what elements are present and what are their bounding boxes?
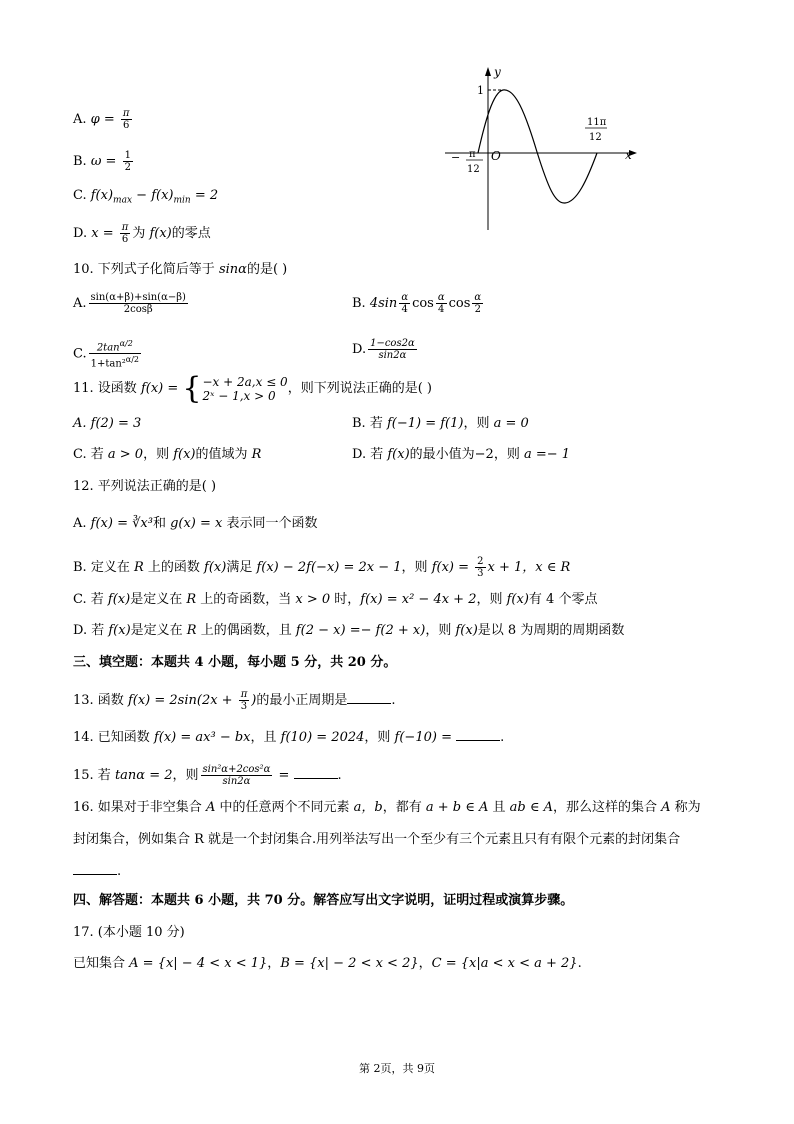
text: 表示同一个函数: [222, 516, 318, 531]
text: 是以 8 为周期的周期函数: [477, 623, 625, 638]
text: 时，: [330, 592, 361, 607]
answer-blank[interactable]: [347, 691, 391, 704]
page-footer: 第 2页，共 9页: [359, 1062, 435, 1075]
text: ，则: [463, 416, 494, 431]
math: B = {x| − 2 < x < 2}: [280, 956, 419, 971]
math: ab ∈ A: [509, 800, 553, 815]
option-label: B.: [352, 296, 370, 311]
math: cos: [448, 296, 471, 311]
q12-option-a: [73, 516, 318, 532]
math: f(x) =: [90, 516, 133, 531]
fraction: $\frac{\pi}{6}$: [122, 108, 130, 131]
q11-option-a: A. f(2) = 3: [73, 416, 142, 431]
section-3-heading: 三、填空题：本题共 4 小题，每小题 5 分，共 20 分。: [73, 655, 397, 670]
fraction: $\frac{1-\cos 2\alpha}{\sin 2\alpha}$: [370, 338, 415, 361]
text: 16. 如果对于非空集合: [73, 800, 206, 815]
math: f(x): [108, 623, 131, 638]
q14: [73, 728, 504, 746]
option-label: A.: [73, 296, 87, 311]
piecewise-cases: −x + 2a,x ≤ 0 2ˣ − 1,x > 0: [202, 374, 288, 403]
math: f(x): [387, 447, 410, 462]
math: A: [661, 800, 671, 815]
math: cos: [412, 296, 434, 311]
text: ，都有: [382, 800, 426, 815]
q9-option-d: [73, 222, 211, 245]
math: C = {x|a < x < a + 2}: [431, 956, 578, 971]
x-label: x: [625, 148, 632, 162]
text: 上的奇函数，当: [196, 592, 296, 607]
text: ，则: [476, 592, 507, 607]
math: f(10) = 2024: [280, 730, 365, 745]
q17-heading: 17. (本小题 10 分): [73, 925, 185, 940]
q12-option-d: [73, 623, 624, 639]
text: 的零点: [171, 226, 211, 241]
math: f(−1) = f(1): [386, 416, 464, 431]
text: 和: [152, 516, 171, 531]
math: a = 0: [493, 416, 529, 431]
text: 称为: [670, 800, 701, 815]
section-4-heading: 四、解答题：本题共 6 小题，共 70 分。解答应写出文字说明，证明过程或演算步骤。: [73, 893, 574, 908]
origin-label: O: [491, 149, 501, 163]
math: ): [251, 693, 257, 708]
q10-option-a: [73, 292, 190, 315]
q12-option-c: [73, 592, 597, 608]
q11-option-d: [352, 447, 570, 463]
q13: [73, 689, 396, 712]
math: f(x) − 2f(−x) = 2x − 1: [256, 560, 402, 575]
math: tanα = 2: [114, 768, 173, 783]
math: ∛x³: [132, 516, 153, 531]
q16-line-2: 封闭集合，例如集合 R 就是一个封闭集合.用列举法写出一个至少有三个元素且只有有限个元素的封闭集合: [73, 832, 681, 847]
fraction: $\frac{\pi}{6}$: [121, 222, 129, 245]
q12-option-b: [73, 556, 570, 579]
math: A = {x| − 4 < x < 1}: [129, 956, 268, 971]
text: 的最小值为−2，则: [409, 447, 524, 462]
y-label: y: [494, 65, 501, 79]
math: R: [133, 560, 144, 575]
math: f(x): [173, 447, 196, 462]
option-label: B. 若: [352, 416, 387, 431]
q12-stem: 12. 平列说法正确的是( ): [73, 479, 217, 494]
sine-graph: [445, 62, 645, 234]
text: 13. 函数: [73, 693, 128, 708]
math: = 2: [190, 188, 219, 203]
q10-option-b: [352, 292, 485, 315]
fraction: $\frac{2\tan^{\alpha/2}}{1+\tan^2^{\alpha/2}}$: [90, 339, 139, 370]
q16-line-1: [73, 800, 701, 816]
option-label: C. 若: [73, 592, 108, 607]
text: 上的函数: [143, 560, 205, 575]
math: sinα: [218, 262, 247, 277]
q11-option-b: [352, 416, 529, 432]
math: f(x): [204, 560, 227, 575]
subscript: max: [113, 195, 133, 206]
text: .: [577, 956, 582, 971]
text: ，则: [364, 730, 395, 745]
math: a + b ∈ A: [425, 800, 489, 815]
math: f(−10) =: [394, 730, 457, 745]
option-label: D. 若: [73, 623, 109, 638]
q10-option-d: [352, 338, 419, 361]
option-label: D.: [352, 342, 367, 357]
fraction: $\frac{\pi}{3}$: [240, 689, 248, 712]
math: R: [186, 592, 197, 607]
q9-option-c: [73, 188, 218, 209]
text: ，则: [401, 560, 432, 575]
option-label: D. 若: [352, 447, 388, 462]
neg-tick-num: π: [469, 149, 476, 160]
q17-body: [73, 956, 582, 972]
subscript: min: [173, 195, 191, 206]
fraction: $\frac{\alpha}{4}$: [437, 292, 445, 315]
text: ，则: [425, 623, 456, 638]
fraction: $\frac{2}{3}$: [477, 556, 484, 579]
text: 的最小正周期是: [256, 693, 348, 708]
math: f(x) = x² − 4x + 2: [360, 592, 477, 607]
q10-stem: [73, 262, 287, 278]
option-label: A.: [73, 112, 91, 127]
math: x =: [91, 226, 118, 241]
text: 的是( ): [246, 262, 288, 277]
text: 的值域为: [195, 447, 252, 462]
y-axis-arrow: [485, 67, 491, 76]
pos-tick-den: 12: [589, 132, 602, 143]
q10-option-c: [73, 338, 143, 370]
text: 是定义在: [130, 623, 187, 638]
math: ω =: [90, 154, 121, 169]
fraction: $\frac{\sin(\alpha+\beta)+\sin(\alpha-\beta)}{2\cos\beta}$: [90, 292, 186, 315]
text: 15. 若: [73, 768, 115, 783]
option-label: D.: [73, 226, 92, 241]
text: ，那么这样的集合: [552, 800, 662, 815]
text: ，则: [172, 768, 199, 783]
option-label: C.: [73, 188, 91, 203]
math: f(x): [455, 623, 478, 638]
math: f(x) =: [431, 560, 474, 575]
option-label: B. 定义在: [73, 560, 134, 575]
text: 且: [488, 800, 510, 815]
text: 11. 设函数: [73, 381, 141, 396]
text: .: [337, 768, 342, 783]
text: 为: [132, 226, 150, 241]
text: 有 4 个零点: [528, 592, 598, 607]
answer-blank[interactable]: [294, 766, 338, 779]
q11-option-c: [73, 447, 261, 463]
text: .: [391, 693, 396, 708]
math: x + 1: [487, 560, 523, 575]
fraction: $\frac{1}{2}$: [124, 150, 131, 173]
q11-stem: [73, 372, 432, 406]
math: =: [274, 768, 294, 783]
fraction: $\frac{\text{sin²α+2cos²α}}{\sin 2\alpha}$: [202, 764, 271, 787]
q16-line-3: [73, 862, 121, 880]
math: g(x) = x: [170, 516, 223, 531]
text: 满足: [226, 560, 257, 575]
text: 是定义在: [130, 592, 187, 607]
text: .: [117, 864, 122, 879]
math: f(2 − x) =− f(2 + x): [295, 623, 426, 638]
option-label: B.: [73, 154, 91, 169]
q15: [73, 764, 342, 787]
math: f(x) = 2sin(2x +: [127, 693, 237, 708]
option-label: A.: [73, 516, 91, 531]
math: ，x ∈ R: [522, 560, 571, 575]
pos-tick-num: 11π: [587, 117, 607, 128]
math: f(x): [90, 188, 114, 203]
q9-option-a: [73, 108, 134, 131]
text: ，则: [143, 447, 174, 462]
left-brace: {: [182, 370, 202, 406]
text: .: [500, 730, 505, 745]
math: a > 0: [107, 447, 144, 462]
q9-option-b: [73, 150, 135, 173]
text: 中的任意两个不同元素: [215, 800, 354, 815]
math: f(x) =: [140, 381, 183, 396]
math: f(x): [107, 592, 131, 607]
math: 4sin: [369, 296, 398, 311]
text: ，: [418, 956, 432, 971]
neg-sign: −: [451, 151, 461, 164]
math: φ =: [90, 112, 119, 127]
math: f(x) = ax³ − bx: [153, 730, 251, 745]
math: x > 0: [295, 592, 331, 607]
text: 已知集合: [73, 956, 130, 971]
math: f(x): [149, 226, 172, 241]
fraction: $\frac{\alpha}{4}$: [401, 292, 409, 315]
text: ，且: [250, 730, 281, 745]
text: ，则下列说法正确的是( ): [287, 381, 432, 396]
option-label: C.: [73, 346, 87, 362]
math: a，b: [353, 800, 383, 815]
math: f(x): [506, 592, 529, 607]
math: R: [186, 623, 197, 638]
neg-tick-den: 12: [467, 164, 480, 175]
fraction: $\frac{\alpha}{2}$: [474, 292, 482, 315]
text: 10. 下列式子化简后等于: [73, 262, 219, 277]
answer-blank[interactable]: [73, 862, 117, 875]
option-label: C. 若: [73, 447, 108, 462]
text: 14. 已知函数: [73, 730, 154, 745]
math: a =− 1: [523, 447, 571, 462]
math: A: [205, 800, 216, 815]
text: ，: [267, 956, 281, 971]
max-value-label: 1: [477, 84, 484, 97]
answer-blank[interactable]: [456, 728, 500, 741]
text: 上的偶函数，且: [196, 623, 296, 638]
sine-curve: [478, 90, 597, 203]
math: − f(x): [132, 188, 174, 203]
math: R: [251, 447, 262, 462]
